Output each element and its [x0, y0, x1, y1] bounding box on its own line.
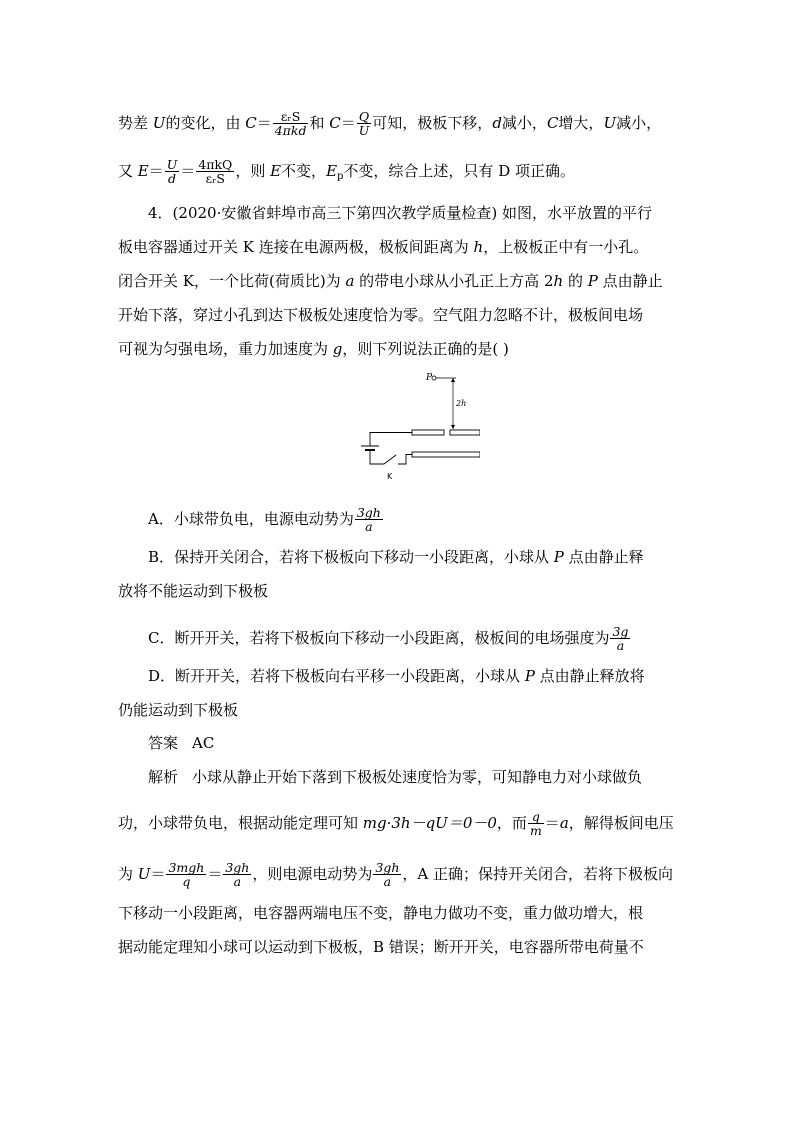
wire-upper: [370, 433, 412, 447]
voltage-fraction-1: $\frac{\text{3mgh}}{q}$: [168, 860, 205, 889]
option-c: C．断开开关，若将下极板向下移动一小段距离，极板间的电场强度为 $\frac{3g}{a}$: [148, 624, 629, 653]
q-over-m-fraction: $\frac{q}{m}$: [529, 809, 542, 838]
label-k: K: [387, 472, 393, 481]
label-2h: 2h: [456, 399, 467, 408]
analysis-line-4: 下移动一小段距离，电容器两端电压不变，静电力做功不变，重力做功增大，根: [118, 904, 644, 922]
answer-label: 答案: [148, 734, 179, 752]
option-a-fraction: $\frac{3gh}{a}$: [356, 505, 381, 534]
wire-lower-left: [370, 450, 384, 464]
question-line-1: 4．(2020·安徽省蚌埠市高三下第四次教学质量检查) 如图，水平放置的平行: [148, 204, 652, 222]
arrow-up-icon: [451, 378, 455, 382]
voltage-fraction-2: $\frac{3gh}{a}$: [225, 860, 250, 889]
analysis-label: 解析: [148, 768, 179, 786]
wire-lower-right: [398, 455, 412, 465]
question-line-4: 开始下落，穿过小孔到达下极板处速度恰为零。空气阻力忽略不计，极板间电场: [118, 306, 644, 324]
text-line-1: 势差 U的变化，由 C＝ $\frac{\text{εᵣS}}{\text{4πkd}}$ 和 C＝ $\frac{Q}{U}$ 可知，极板下移，d减小，C增大，U减小，: [118, 109, 662, 138]
question-line-2: 板电容器通过开关 K 连接在电源两极，极板间距离为 h，上极板正中有一小孔。: [118, 238, 649, 256]
analysis-line-5: 据动能定理知小球可以运动到下极板，B 错误；断开开关，电容器所带电荷量不: [118, 938, 644, 956]
lower-plate: [412, 452, 480, 457]
field-fraction: $\frac{\text{4πkQ}}{\text{εᵣS}}$: [198, 157, 233, 186]
point-p-marker: [432, 376, 436, 380]
upper-plate-right: [450, 430, 480, 435]
text-line-2: 又 E＝ $\frac{U}{d}$ ＝ $\frac{\text{4πkQ}}{\text{εᵣS}}$ ，则 E不变，$E_p$不变，综合上述，只有 D 项正确。: [118, 157, 575, 186]
option-a: A．小球带负电，电源电动势为 $\frac{3gh}{a}$: [148, 505, 381, 534]
option-b-line-1: B．保持开关闭合，若将下极板向下移动一小段距离，小球从 P 点由静止释: [148, 548, 644, 566]
option-c-fraction: $\frac{3g}{a}$: [612, 624, 629, 653]
analysis-line-2: 功，小球带负电，根据动能定理可知 mg·3h－qU＝0－0，而 $\frac{q}{m}$ ＝a，解得板间电压: [118, 809, 674, 838]
analysis-line-3: 为 U＝ $\frac{\text{3mgh}}{q}$ ＝ $\frac{3gh}{a}$ ，则电源电动势为 $\frac{3gh}{a}$ ，A 正确；保持开关闭合，若将下极板向: [118, 860, 673, 889]
capacitor-circuit-diagram: [350, 368, 480, 486]
emf-fraction: $\frac{3gh}{a}$: [375, 860, 400, 889]
upper-plate-left: [412, 430, 444, 435]
option-d-line-2: 仍能运动到下极板: [118, 701, 239, 719]
label-p: P: [426, 373, 433, 383]
answer-value: AC: [192, 734, 215, 752]
question-line-3: 闭合开关 K，一个比荷(荷质比)为 a 的带电小球从小孔正上方高 2h 的 P 点由静止: [118, 272, 663, 290]
capacitance-fraction: $\frac{\text{εᵣS}}{\text{4πkd}}$: [274, 109, 307, 138]
switch-k: [384, 455, 396, 464]
answer-line: [148, 736, 214, 751]
option-b-line-2: 放将不能运动到下极板: [118, 582, 269, 600]
question-line-5: 可视为匀强电场，重力加速度为 g，则下列说法正确的是( ): [118, 340, 509, 358]
q-over-u-fraction: $\frac{Q}{U}$: [358, 109, 370, 138]
u-over-d-fraction: $\frac{U}{d}$: [166, 157, 178, 186]
arrow-down-icon: [451, 425, 455, 429]
option-d-line-1: D．断开开关，若将下极板向右平移一小段距离，小球从 P 点由静止释放将: [148, 667, 645, 685]
analysis-line-1: 解析 小球从静止开始下落到下极板处速度恰为零，可知静电力对小球做负: [148, 768, 643, 786]
